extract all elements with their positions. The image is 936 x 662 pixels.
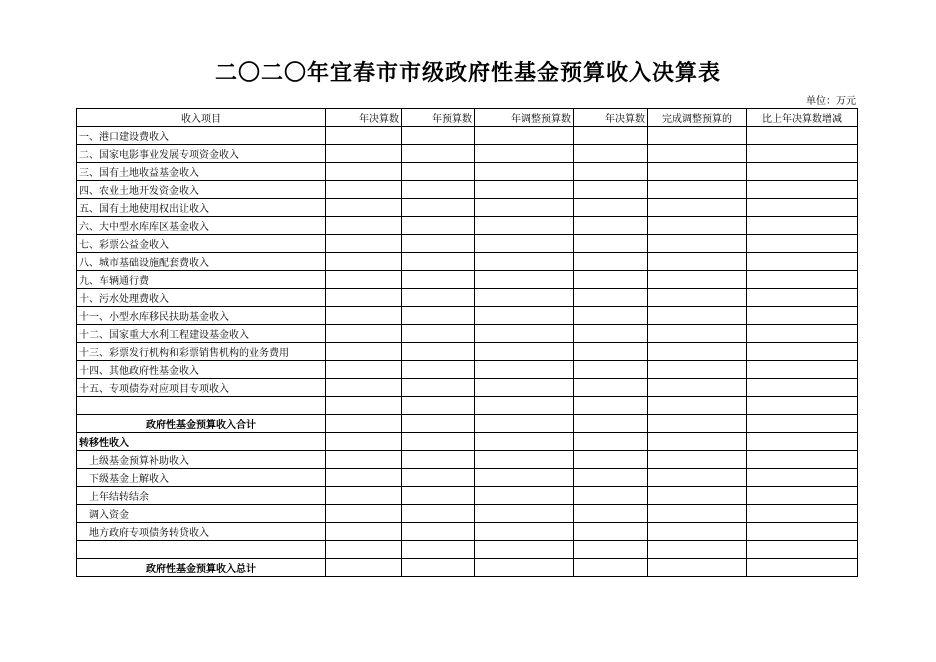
value-cell (574, 343, 648, 361)
value-cell (648, 505, 747, 523)
table-row (77, 487, 858, 505)
value-cell (475, 181, 574, 199)
value-cell (475, 361, 574, 379)
value-cell (475, 307, 574, 325)
header-row (77, 109, 858, 127)
value-cell (747, 271, 858, 289)
value-cell (326, 235, 402, 253)
value-cell (574, 163, 648, 181)
value-cell (402, 217, 475, 235)
value-cell (747, 487, 858, 505)
value-cell (475, 199, 574, 217)
value-cell (402, 559, 475, 577)
header-income-item: 收入项目 (77, 109, 326, 127)
value-cell (648, 289, 747, 307)
value-cell (574, 523, 648, 541)
value-cell (326, 289, 402, 307)
header-completion-ratio: 完成调整预算的 (648, 109, 747, 127)
value-cell (747, 235, 858, 253)
value-cell (326, 145, 402, 163)
value-cell (475, 145, 574, 163)
value-cell (574, 199, 648, 217)
row-label (77, 397, 326, 415)
value-cell (648, 487, 747, 505)
value-cell (747, 181, 858, 199)
value-cell (402, 451, 475, 469)
value-cell (747, 253, 858, 271)
header-yoy-change: 比上年决算数增减 (747, 109, 858, 127)
value-cell (747, 145, 858, 163)
value-cell (326, 343, 402, 361)
value-cell (326, 415, 402, 433)
value-cell (475, 289, 574, 307)
header-final-amount: 年决算数 (326, 109, 402, 127)
row-label: 八、城市基础设施配套费收入 (77, 253, 326, 271)
table-row (77, 415, 858, 433)
value-cell (326, 307, 402, 325)
value-cell (402, 307, 475, 325)
value-cell (574, 361, 648, 379)
table-row (77, 199, 858, 217)
value-cell (574, 451, 648, 469)
value-cell (747, 415, 858, 433)
row-label: 七、彩票公益金收入 (77, 235, 326, 253)
row-label: 四、农业土地开发资金收入 (77, 181, 326, 199)
value-cell (475, 235, 574, 253)
value-cell (402, 163, 475, 181)
row-label: 政府性基金预算收入总计 (77, 559, 326, 577)
row-label: 政府性基金预算收入合计 (77, 415, 326, 433)
value-cell (475, 541, 574, 559)
value-cell (475, 343, 574, 361)
row-label: 十二、国家重大水利工程建设基金收入 (77, 325, 326, 343)
value-cell (574, 541, 648, 559)
value-cell (574, 469, 648, 487)
value-cell (402, 127, 475, 145)
table-row (77, 469, 858, 487)
row-label: 六、大中型水库库区基金收入 (77, 217, 326, 235)
value-cell (574, 271, 648, 289)
value-cell (574, 289, 648, 307)
header-adjusted-budget: 年调整预算数 (475, 109, 574, 127)
row-label: 三、国有土地收益基金收入 (77, 163, 326, 181)
value-cell (326, 451, 402, 469)
value-cell (648, 181, 747, 199)
value-cell (402, 523, 475, 541)
value-cell (574, 433, 648, 451)
header-final-amount-2: 年决算数 (574, 109, 648, 127)
table-row (77, 559, 858, 577)
table-row (77, 505, 858, 523)
value-cell (326, 217, 402, 235)
table-row (77, 325, 858, 343)
page-title: 二〇二〇年宜春市市级政府性基金预算收入决算表 (214, 60, 721, 86)
value-cell (402, 541, 475, 559)
value-cell (402, 415, 475, 433)
value-cell (747, 307, 858, 325)
table-row (77, 217, 858, 235)
value-cell (574, 127, 648, 145)
value-cell (648, 451, 747, 469)
value-cell (648, 397, 747, 415)
value-cell (747, 361, 858, 379)
value-cell (326, 163, 402, 181)
value-cell (747, 469, 858, 487)
unit-label: 单位：万元 (806, 96, 856, 107)
table-row (77, 253, 858, 271)
value-cell (326, 271, 402, 289)
row-label: 九、车辆通行费 (77, 271, 326, 289)
value-cell (326, 379, 402, 397)
value-cell (475, 433, 574, 451)
table-row (77, 271, 858, 289)
value-cell (648, 127, 747, 145)
value-cell (475, 217, 574, 235)
value-cell (326, 559, 402, 577)
value-cell (326, 361, 402, 379)
value-cell (475, 253, 574, 271)
value-cell (475, 379, 574, 397)
value-cell (648, 235, 747, 253)
value-cell (402, 505, 475, 523)
value-cell (475, 469, 574, 487)
value-cell (648, 217, 747, 235)
value-cell (402, 199, 475, 217)
value-cell (402, 397, 475, 415)
value-cell (402, 253, 475, 271)
value-cell (326, 523, 402, 541)
value-cell (475, 325, 574, 343)
value-cell (402, 235, 475, 253)
value-cell (747, 325, 858, 343)
value-cell (747, 127, 858, 145)
value-cell (326, 487, 402, 505)
value-cell (402, 181, 475, 199)
value-cell (648, 541, 747, 559)
value-cell (402, 271, 475, 289)
table-row (77, 397, 858, 415)
value-cell (475, 487, 574, 505)
value-cell (326, 181, 402, 199)
value-cell (747, 343, 858, 361)
value-cell (326, 325, 402, 343)
row-label: 十三、彩票发行机构和彩票销售机构的业务费用 (77, 343, 326, 361)
value-cell (326, 253, 402, 271)
value-cell (402, 145, 475, 163)
value-cell (648, 523, 747, 541)
value-cell (747, 289, 858, 307)
value-cell (475, 451, 574, 469)
row-label: 十五、专项债券对应项目专项收入 (77, 379, 326, 397)
value-cell (648, 415, 747, 433)
value-cell (326, 199, 402, 217)
value-cell (402, 379, 475, 397)
value-cell (648, 145, 747, 163)
row-label: 上级基金预算补助收入 (77, 451, 326, 469)
value-cell (475, 505, 574, 523)
table-row (77, 181, 858, 199)
value-cell (747, 397, 858, 415)
row-label: 地方政府专项债务转贷收入 (77, 523, 326, 541)
table-row (77, 127, 858, 145)
value-cell (402, 361, 475, 379)
row-label: 五、国有土地使用权出让收入 (77, 199, 326, 217)
value-cell (747, 523, 858, 541)
value-cell (648, 271, 747, 289)
row-label: 二、国家电影事业发展专项资金收入 (77, 145, 326, 163)
table-row (77, 163, 858, 181)
row-label: 下级基金上解收入 (77, 469, 326, 487)
value-cell (326, 469, 402, 487)
table-row (77, 343, 858, 361)
table-row (77, 433, 858, 451)
value-cell (648, 253, 747, 271)
value-cell (747, 163, 858, 181)
value-cell (326, 541, 402, 559)
value-cell (402, 343, 475, 361)
value-cell (574, 253, 648, 271)
value-cell (648, 325, 747, 343)
table-row (77, 451, 858, 469)
table-row (77, 289, 858, 307)
value-cell (574, 559, 648, 577)
table-row (77, 523, 858, 541)
table-row (77, 307, 858, 325)
table-row (77, 235, 858, 253)
value-cell (326, 505, 402, 523)
value-cell (747, 199, 858, 217)
value-cell (574, 415, 648, 433)
value-cell (747, 505, 858, 523)
value-cell (747, 217, 858, 235)
value-cell (326, 127, 402, 145)
value-cell (402, 487, 475, 505)
value-cell (402, 469, 475, 487)
row-label: 十四、其他政府性基金收入 (77, 361, 326, 379)
value-cell (747, 451, 858, 469)
table-row (77, 145, 858, 163)
row-label: 调入资金 (77, 505, 326, 523)
value-cell (475, 127, 574, 145)
value-cell (574, 235, 648, 253)
row-label: 转移性收入 (77, 433, 326, 451)
value-cell (648, 361, 747, 379)
value-cell (574, 217, 648, 235)
value-cell (475, 523, 574, 541)
header-budget-amount: 年预算数 (402, 109, 475, 127)
value-cell (475, 415, 574, 433)
value-cell (648, 469, 747, 487)
value-cell (402, 325, 475, 343)
table-row (77, 379, 858, 397)
value-cell (475, 271, 574, 289)
value-cell (574, 307, 648, 325)
value-cell (574, 145, 648, 163)
value-cell (475, 559, 574, 577)
table-row (77, 361, 858, 379)
value-cell (402, 433, 475, 451)
value-cell (574, 181, 648, 199)
value-cell (574, 505, 648, 523)
value-cell (747, 541, 858, 559)
value-cell (747, 559, 858, 577)
value-cell (648, 379, 747, 397)
row-label (77, 541, 326, 559)
value-cell (648, 199, 747, 217)
value-cell (747, 433, 858, 451)
value-cell (326, 397, 402, 415)
value-cell (648, 433, 747, 451)
value-cell (574, 487, 648, 505)
row-label: 上年结转结余 (77, 487, 326, 505)
value-cell (648, 559, 747, 577)
row-label: 十一、小型水库移民扶助基金收入 (77, 307, 326, 325)
row-label: 十、污水处理费收入 (77, 289, 326, 307)
value-cell (574, 397, 648, 415)
value-cell (648, 307, 747, 325)
value-cell (747, 379, 858, 397)
budget-table (76, 108, 858, 577)
table-row (77, 541, 858, 559)
value-cell (475, 163, 574, 181)
value-cell (574, 379, 648, 397)
value-cell (402, 289, 475, 307)
value-cell (648, 163, 747, 181)
value-cell (574, 325, 648, 343)
value-cell (326, 433, 402, 451)
value-cell (475, 397, 574, 415)
value-cell (648, 343, 747, 361)
row-label: 一、港口建设费收入 (77, 127, 326, 145)
